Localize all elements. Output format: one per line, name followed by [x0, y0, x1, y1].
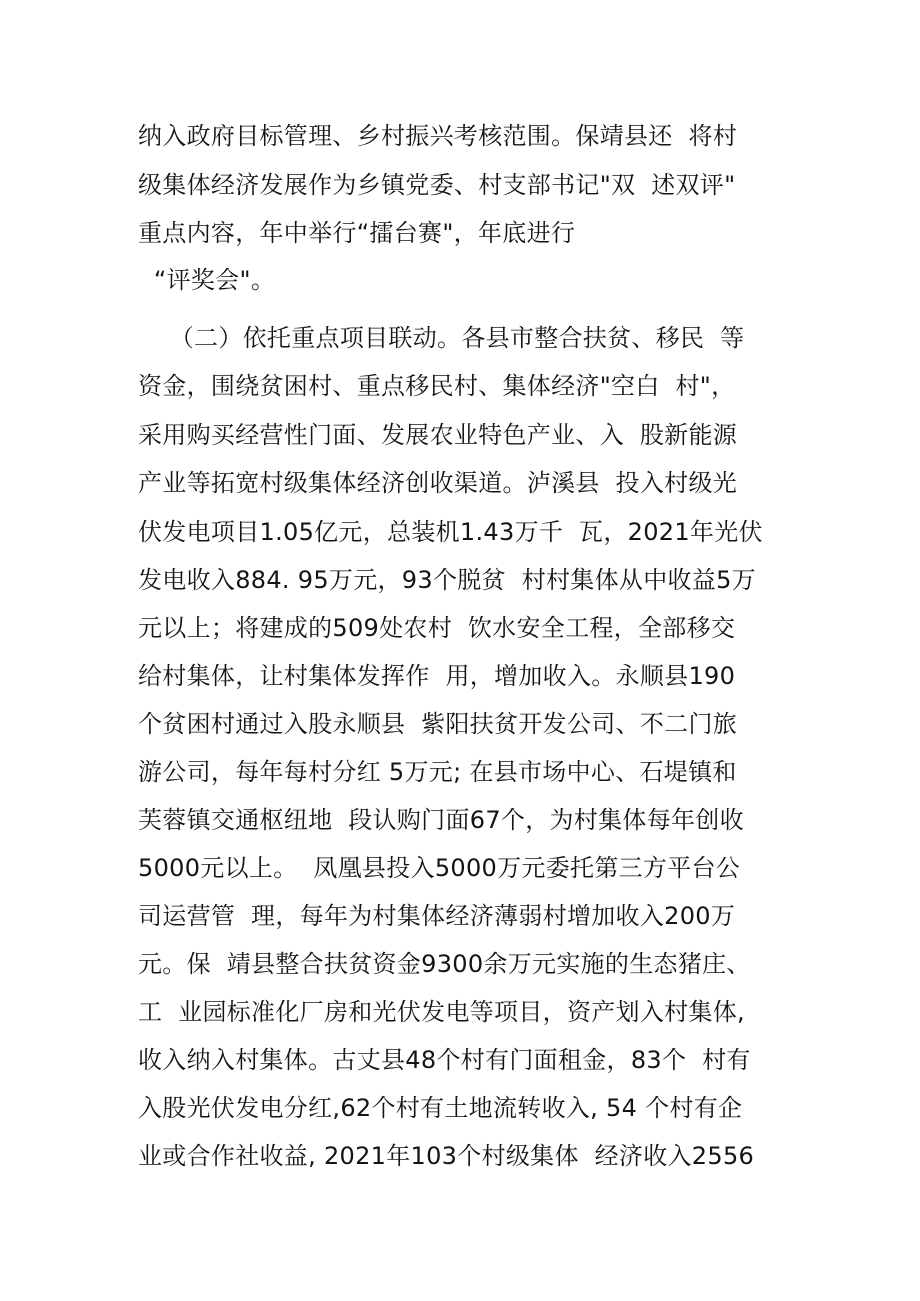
text-line-11: 元以上；将建成的509处农村 饮水安全工程，全部移交	[138, 614, 736, 642]
text-line-8: 产业等拓宽村级集体经济创收渠道。泸溪县 投入村级光	[138, 469, 738, 497]
text-line-18: 元。保 靖县整合扶贫资金9300余万元实施的生态猪庄、	[138, 950, 751, 978]
text-line-17: 司运营管 理，每年为村集体经济薄弱村增加收入200万	[138, 902, 736, 930]
text-line-6: 资金，围绕贫困村、重点移民村、集体经济"空白 村"，	[138, 372, 736, 400]
text-line-14: 游公司，每年每村分红 5万元; 在县市场中心、石堤镇和	[138, 758, 737, 786]
text-line-2: 级集体经济发展作为乡镇党委、村支部书记"双 述双评"	[138, 171, 736, 199]
text-line-19: 工 业园标准化厂房和光伏发电等项目，资产划入村集体,	[138, 998, 745, 1026]
text-line-10: 发电收入884. 95万元，93个脱贫 村村集体从中收益5万	[138, 566, 756, 594]
text-line-16: 5000元以上。 凤凰县投入5000万元委托第三方平台公	[138, 854, 741, 882]
text-line-22: 业或合作社收益, 2021年103个村级集体 经济收入2556	[138, 1142, 755, 1170]
text-line-12: 给村集体，让村集体发挥作 用，增加收入。永顺县190	[138, 662, 736, 690]
text-line-9: 伏发电项目1.05亿元，总装机1.43万千 瓦，2021年光伏	[138, 518, 763, 546]
text-line-5: （二）依托重点项目联动。各县市整合扶贫、移民 等	[138, 324, 745, 352]
text-line-7: 采用购买经营性门面、发展农业特色产业、入 股新能源	[138, 421, 738, 449]
text-line-15: 芙蓉镇交通枢纽地 段认购门面67个，为村集体每年创收	[138, 806, 744, 834]
text-line-3: 重点内容，年中举行“擂台赛"，年底进行	[138, 219, 576, 247]
text-line-13: 个贫困村通过入股永顺县 紫阳扶贫开发公司、不二门旅	[138, 710, 738, 738]
text-line-4: “评奖会"。	[138, 266, 276, 294]
text-line-21: 入股光伏发电分红,62个村有土地流转收入, 54 个村有企	[138, 1094, 743, 1122]
text-line-1: 纳入政府目标管理、乡村振兴考核范围。保靖县还 将村	[138, 122, 738, 150]
text-line-20: 收入纳入村集体。古丈县48个村有门面租金，83个 村有	[138, 1046, 751, 1074]
